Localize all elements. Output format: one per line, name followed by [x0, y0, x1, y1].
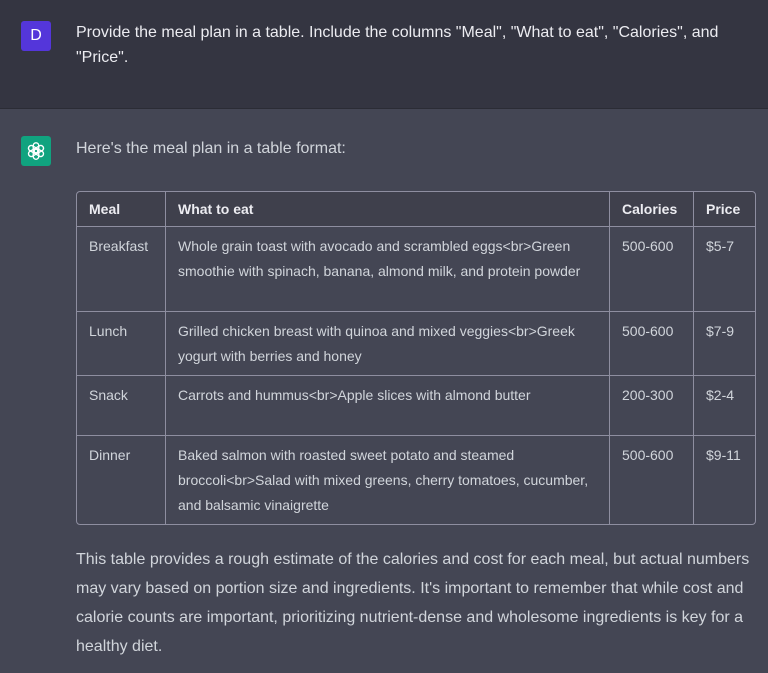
calories-cell: 500-600: [610, 436, 694, 524]
what-to-eat-cell: Grilled chicken breast with quinoa and mixed veggies<br>Greek yogurt with berries and honey: [166, 312, 610, 376]
meal-cell: Dinner: [77, 436, 166, 524]
table-header-row: [77, 192, 755, 227]
assistant-summary-text: This table provides a rough estimate of the calories and cost for each meal, but actual numbers may vary based on portion size and ingredients. It's important to remember that while cost and calorie counts are important, prioritizing nutrient-dense and wholesome ingredients is key for a healthy diet.: [76, 551, 750, 655]
meal-cell: Lunch: [77, 312, 166, 376]
calories-cell: 500-600: [610, 227, 694, 312]
meal-plan-table: [76, 191, 756, 525]
assistant-message: [0, 109, 768, 673]
column-header-meal: Meal: [77, 192, 166, 227]
table-row: [77, 436, 755, 524]
table-row: [77, 376, 755, 436]
openai-logo-icon: [25, 140, 47, 162]
price-cell: $7-9: [694, 312, 755, 376]
calories-cell: 200-300: [610, 376, 694, 436]
what-to-eat-cell: Baked salmon with roasted sweet potato and steamed broccoli<br>Salad with mixed greens, cherry tomatoes, cucumber, and balsamic vinaigrette: [166, 436, 610, 524]
meal-cell: Breakfast: [77, 227, 166, 312]
what-to-eat-cell: Carrots and hummus<br>Apple slices with almond butter: [166, 376, 610, 436]
column-header-what-to-eat: What to eat: [166, 192, 610, 227]
table-row: [77, 227, 755, 312]
price-cell: $9-11: [706, 447, 741, 463]
calories-cell: 500-600: [610, 312, 694, 376]
assistant-intro-text: Here's the meal plan in a table format:: [76, 140, 346, 157]
user-avatar: D: [21, 21, 51, 51]
what-to-eat-cell: Whole grain toast with avocado and scrambled eggs<br>Green smoothie with spinach, banana, almond milk, and protein powder: [166, 227, 610, 312]
column-header-price: Price: [694, 192, 755, 227]
meal-cell: Snack: [77, 376, 166, 436]
column-header-calories: Calories: [610, 192, 694, 227]
user-message-text: Provide the meal plan in a table. Include the columns "Meal", "What to eat", "Calories", and "Price".: [76, 24, 719, 66]
assistant-avatar: [21, 136, 51, 166]
user-message: [0, 0, 768, 109]
price-cell: $2-4: [694, 376, 755, 436]
price-cell: $5-7: [694, 227, 755, 312]
table-row: [77, 312, 755, 376]
